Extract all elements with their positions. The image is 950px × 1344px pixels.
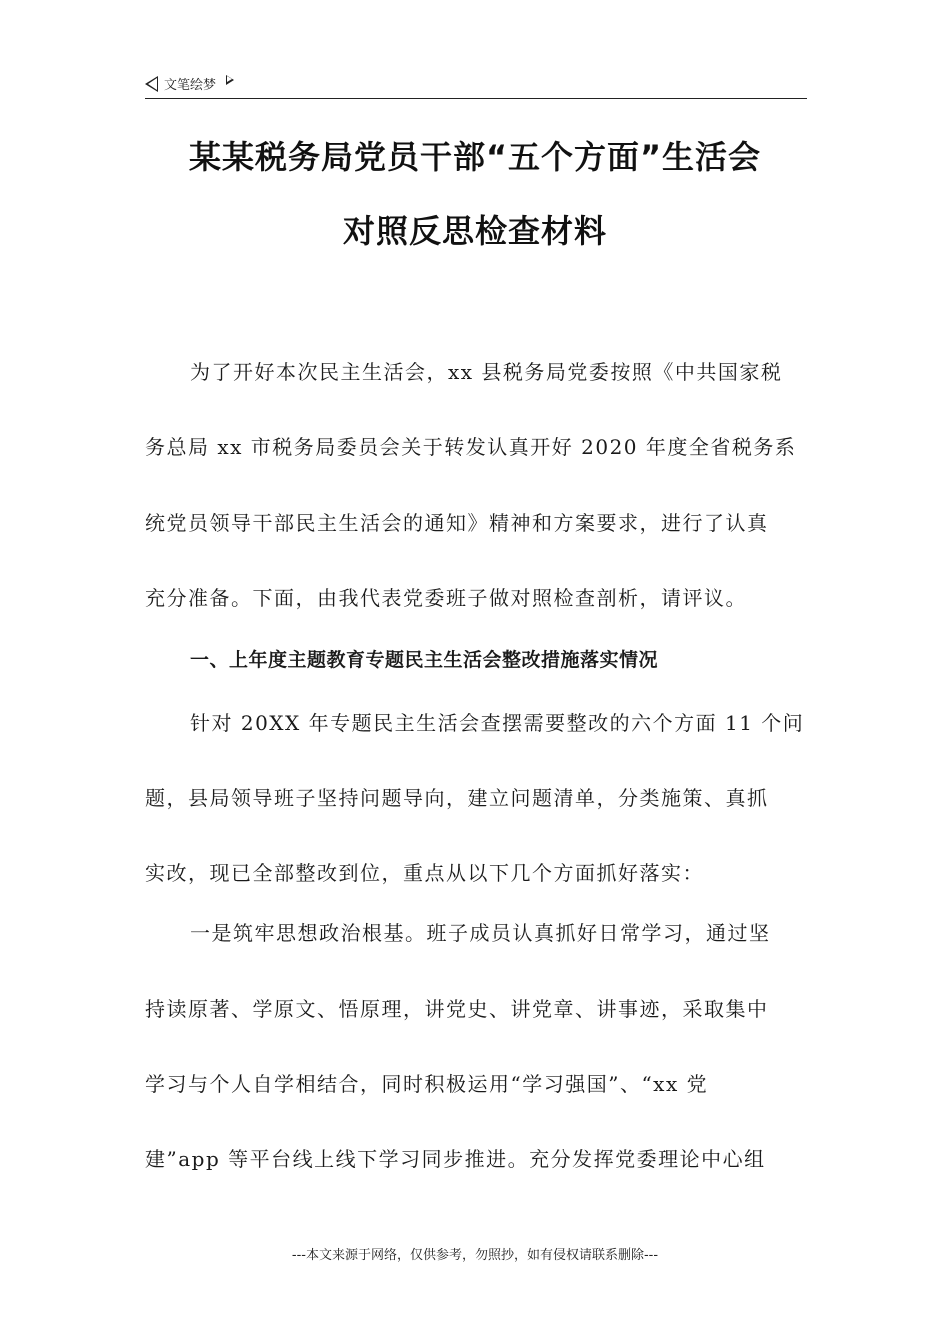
paragraph-2-line-3: 实改，现已全部整改到位，重点从以下几个方面抓好落实： [145,861,704,885]
page-header [145,74,807,99]
brand-text: 文笔绘梦 [164,78,217,93]
paragraph-2-line-1: 针对 20XX 年专题民主生活会查摆需要整改的六个方面 11 个问 [190,711,805,735]
paragraph-3-line-3: 学习与个人自学相结合，同时积极运用“学习强国”、“xx 党 [145,1072,709,1096]
paragraph-1-line-3: 统党员领导干部民主生活会的通知》精神和方案要求，进行了认真 [145,511,769,535]
triangle-left-icon [145,76,158,92]
paragraph-3-line-1: 一是筑牢思想政治根基。班子成员认真抓好日常学习，通过坚 [190,921,771,945]
triangle-right-icon [226,75,234,85]
paragraph-1-line-1: 为了开好本次民主生活会，xx 县税务局党委按照《中共国家税 [190,360,783,384]
document-title-line-1: 某某税务局党员干部“五个方面”生活会 [188,138,762,176]
paragraph-3-line-4: 建”app 等平台线上线下学习同步推进。充分发挥党委理论中心组 [145,1147,766,1171]
paragraph-1-line-4: 充分准备。下面，由我代表党委班子做对照检查剖析，请评议。 [145,586,747,610]
paragraph-1-line-2: 务总局 xx 市税务局委员会关于转发认真开好 2020 年度全省税务系 [145,435,797,459]
brand [145,74,234,93]
paragraph-2-line-2: 题，县局领导班子坚持问题导向，建立问题清单，分类施策、真抓 [145,786,769,810]
page-footer-disclaimer: ---本文来源于网络，仅供参考，勿照抄，如有侵权请联系删除--- [291,1248,659,1263]
paragraph-3-line-2: 持读原著、学原文、悟原理，讲党史、讲党章、讲事迹，采取集中 [145,997,769,1021]
document-title-line-2: 对照反思检查材料 [342,212,607,250]
section-heading-1: 一、上年度主题教育专题民主生活会整改措施落实情况 [190,649,659,671]
